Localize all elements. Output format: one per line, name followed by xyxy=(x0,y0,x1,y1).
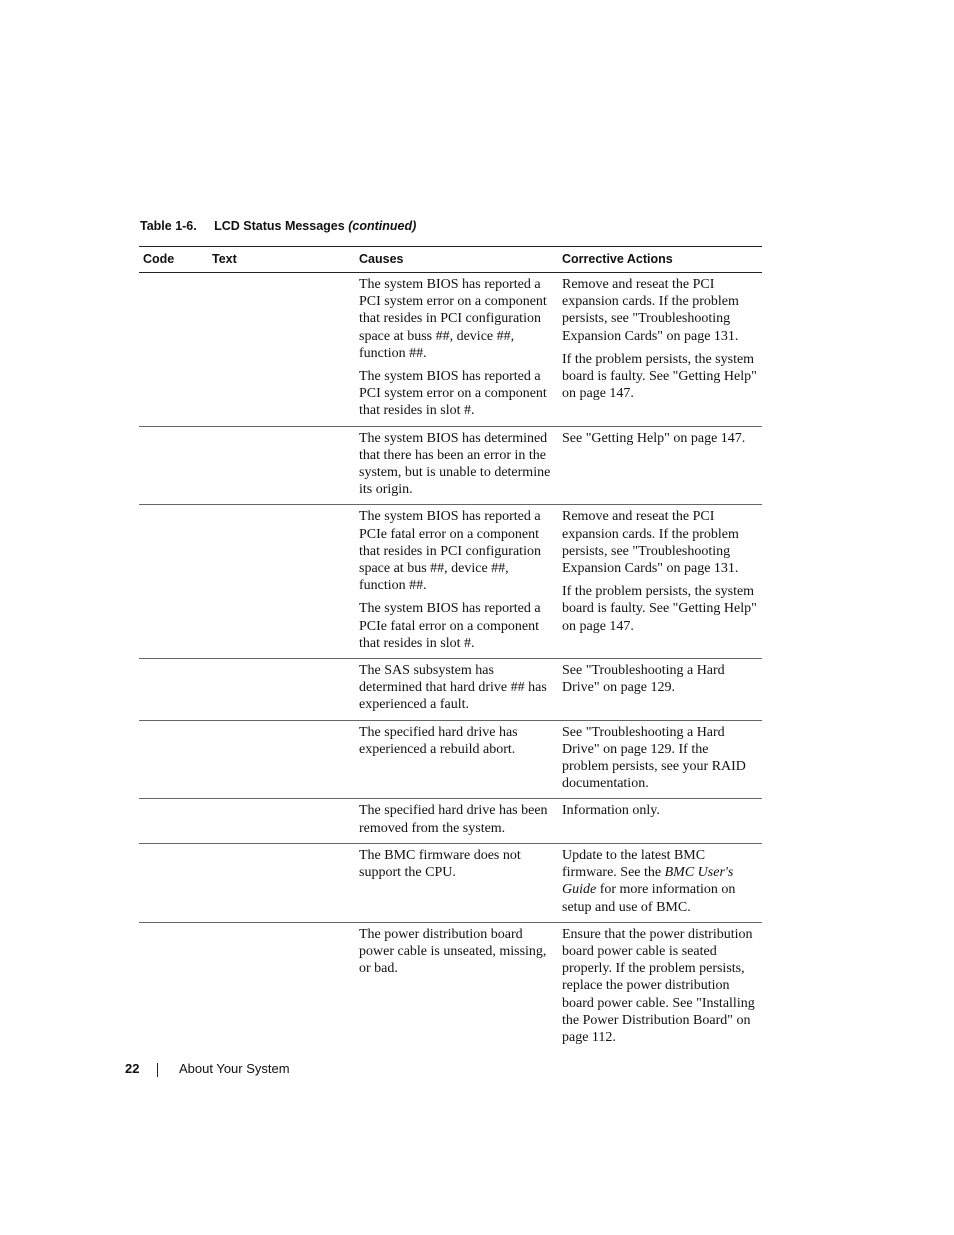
causes-cell xyxy=(355,922,558,1052)
cause-paragraph: The system BIOS has determined that there has been an error in the system, but is unable to determine its origin. xyxy=(359,430,551,498)
actions-cell xyxy=(558,426,762,505)
table-row xyxy=(139,426,762,505)
text-cell xyxy=(208,426,355,505)
action-paragraph: Remove and reseat the PCI expansion cards. If the problem persists, see "Troubleshooting Expansion Cards" on page 131. xyxy=(562,509,739,577)
column-header-code: Code xyxy=(139,247,208,273)
table-row xyxy=(139,505,762,659)
action-paragraph: See "Getting Help" on page 147. xyxy=(562,430,746,446)
action-paragraph: If the problem persists, the system board is faulty. See "Getting Help" on page 147. xyxy=(562,351,757,402)
table-continued: (continued) xyxy=(348,219,417,233)
causes-cell xyxy=(355,799,558,843)
footer-divider xyxy=(157,1063,158,1077)
actions-cell xyxy=(558,273,762,427)
action-paragraph: Information only. xyxy=(562,803,660,819)
action-paragraph: If the problem persists, the system board is faulty. See "Getting Help" on page 147. xyxy=(562,584,757,634)
cause-paragraph: The specified hard drive has experienced a rebuild abort. xyxy=(359,724,518,757)
table-caption xyxy=(140,219,416,233)
cause-paragraph: The system BIOS has reported a PCI system error on a component that resides in slot #. xyxy=(359,369,547,419)
code-cell xyxy=(139,659,208,721)
table-row xyxy=(139,799,762,843)
actions-cell xyxy=(558,799,762,843)
table-label: Table 1-6. xyxy=(140,219,197,233)
cause-paragraph: The system BIOS has reported a PCI system error on a component that resides in PCI configuration space at buss ##, device ##, function ##. xyxy=(359,277,547,361)
actions-cell xyxy=(558,843,762,922)
code-cell xyxy=(139,799,208,843)
code-cell xyxy=(139,720,208,799)
column-header-text: Text xyxy=(208,247,355,273)
actions-cell xyxy=(558,659,762,721)
action-paragraph: Ensure that the power distribution board power cable is seated properly. If the problem persists, replace the power distribution board power cable. See "Installing the Power Distribution Board" on page 112. xyxy=(562,926,755,1045)
code-cell xyxy=(139,922,208,1052)
text-cell xyxy=(208,505,355,659)
guide-title: BMC User's Guide xyxy=(562,865,734,898)
cause-paragraph: The specified hard drive has been removed from the system. xyxy=(359,803,548,836)
cause-paragraph: The system BIOS has reported a PCIe fatal error on a component that resides in slot #. xyxy=(359,601,541,651)
column-header-actions: Corrective Actions xyxy=(558,247,762,273)
table-row xyxy=(139,922,762,1052)
lcd-status-table xyxy=(139,246,762,1052)
causes-cell xyxy=(355,273,558,427)
causes-cell xyxy=(355,720,558,799)
text-cell xyxy=(208,922,355,1052)
actions-cell xyxy=(558,922,762,1052)
code-cell xyxy=(139,273,208,427)
causes-cell xyxy=(355,426,558,505)
table-row xyxy=(139,273,762,427)
code-cell xyxy=(139,843,208,922)
text-cell xyxy=(208,799,355,843)
action-text: for more information on setup and use of BMC. xyxy=(562,882,736,915)
text-cell xyxy=(208,273,355,427)
table-row xyxy=(139,659,762,721)
page-number: 22 xyxy=(125,1061,140,1076)
text-cell xyxy=(208,720,355,799)
action-paragraph: Remove and reseat the PCI expansion cards. If the problem persists, see "Troubleshooting Expansion Cards" on page 131. xyxy=(562,277,739,344)
table-row xyxy=(139,720,762,799)
text-cell xyxy=(208,843,355,922)
cause-paragraph: The SAS subsystem has determined that hard drive ## has experienced a fault. xyxy=(359,663,547,713)
footer-section-title: About Your System xyxy=(179,1061,290,1076)
action-paragraph: See "Troubleshooting a Hard Drive" on page 129. If the problem persists, see your RAID documentation. xyxy=(562,724,746,792)
action-paragraph: See "Troubleshooting a Hard Drive" on page 129. xyxy=(562,663,725,696)
table-row xyxy=(139,843,762,922)
code-cell xyxy=(139,426,208,505)
text-cell xyxy=(208,659,355,721)
cause-paragraph: The system BIOS has reported a PCIe fatal error on a component that resides in PCI configuration space at bus ##, device ##, function ##. xyxy=(359,509,541,594)
cause-paragraph: The power distribution board power cable is unseated, missing, or bad. xyxy=(359,926,547,977)
causes-cell xyxy=(355,659,558,721)
column-header-causes: Causes xyxy=(355,247,558,273)
causes-cell xyxy=(355,505,558,659)
actions-cell xyxy=(558,505,762,659)
table-header-row xyxy=(139,247,762,273)
action-text: Update to the latest BMC firmware. See the xyxy=(562,847,706,881)
table-title: LCD Status Messages xyxy=(214,219,345,233)
cause-paragraph: The BMC firmware does not support the CPU. xyxy=(359,847,521,881)
actions-cell xyxy=(558,720,762,799)
code-cell xyxy=(139,505,208,659)
action-paragraph xyxy=(562,847,758,916)
causes-cell xyxy=(355,843,558,922)
